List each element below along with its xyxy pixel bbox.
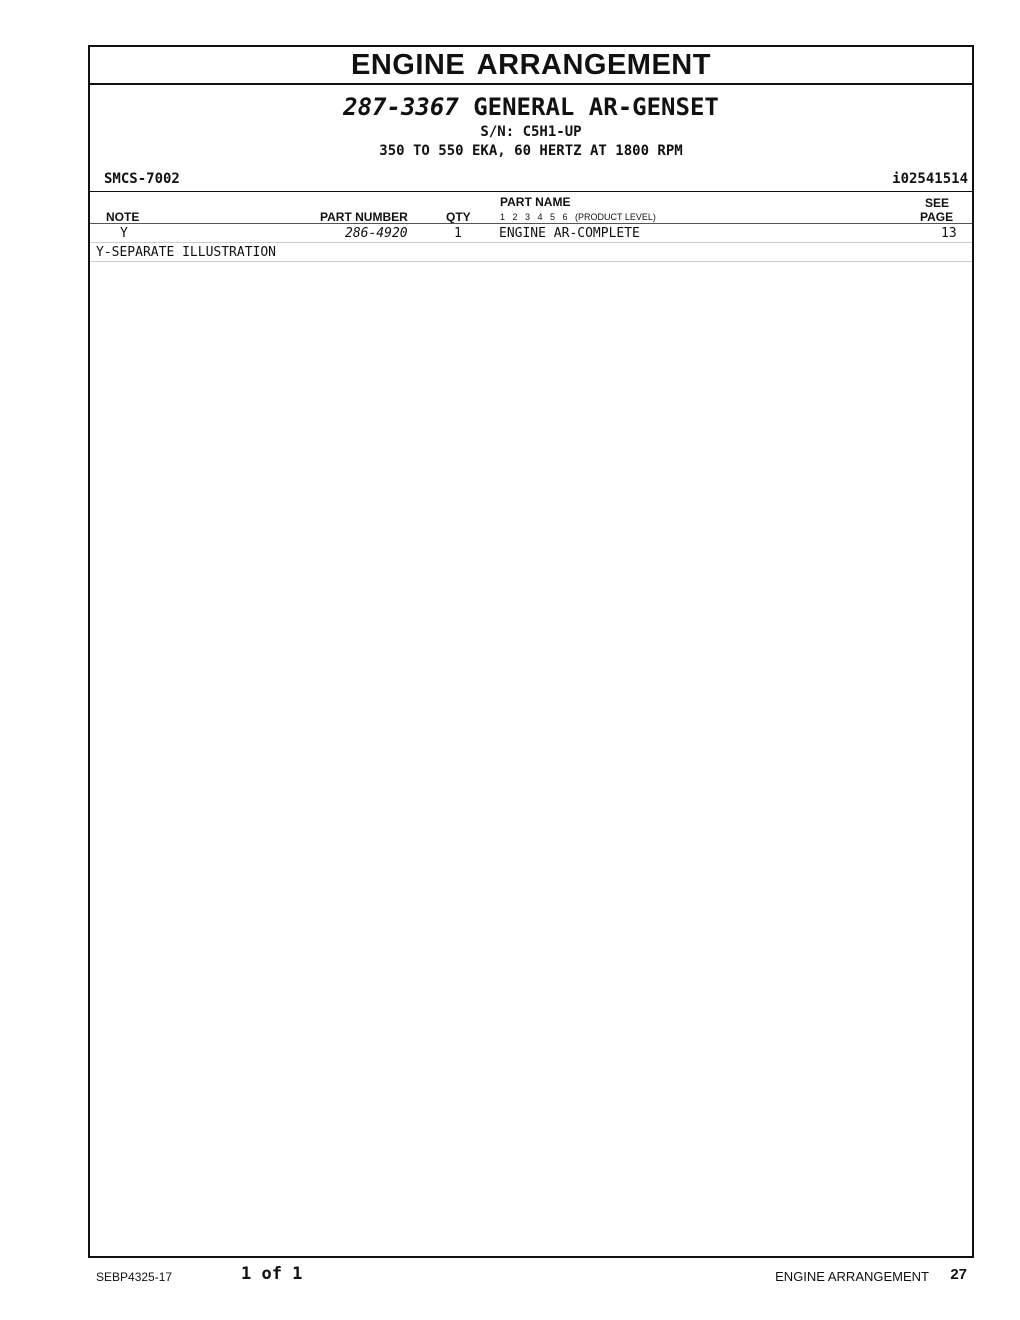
column-header-page: PAGE (920, 210, 954, 224)
row-part-name: ENGINE AR-COMPLETE (499, 226, 640, 241)
column-header-divider (90, 223, 972, 224)
footer-section-name: ENGINE ARRANGEMENT (775, 1269, 929, 1284)
row-note: Y (120, 226, 128, 241)
column-header-note: NOTE (106, 210, 140, 224)
serial-range: S/N: C5H1-UP (480, 124, 582, 140)
publication-number: SEBP4325-17 (96, 1270, 173, 1284)
page-of-count: 1 of 1 (241, 1264, 303, 1284)
page-number: 27 (950, 1266, 967, 1283)
row-part-number: 286-4920 (345, 226, 408, 241)
row-see-page: 13 (941, 226, 957, 241)
page-frame (88, 45, 974, 1258)
title-bar (90, 47, 972, 85)
row-divider (90, 242, 972, 243)
column-header-part-number: PART NUMBER (320, 210, 408, 224)
column-header-part-name: PART NAME (500, 195, 571, 209)
smcs-code: SMCS-7002 (104, 171, 180, 187)
column-header-product-levels: 1 2 3 4 5 6 (PRODUCT LEVEL) (500, 212, 656, 222)
assembly-heading (90, 92, 972, 160)
column-header-see: SEE (925, 196, 950, 210)
footnote: Y-SEPARATE ILLUSTRATION (96, 245, 277, 260)
rating-description: 350 TO 550 EKA, 60 HERTZ AT 1800 RPM (379, 143, 683, 159)
row-qty: 1 (454, 226, 462, 241)
column-header-qty: QTY (446, 210, 471, 224)
footnote-divider (90, 261, 972, 262)
model-name: GENERAL AR-GENSET (473, 93, 719, 121)
model-number: 287-3367 (343, 93, 459, 121)
assembly-title (90, 92, 972, 122)
header-divider (90, 191, 972, 192)
section-title: ENGINE ARRANGEMENT (351, 49, 711, 81)
info-id: i02541514 (892, 171, 968, 187)
